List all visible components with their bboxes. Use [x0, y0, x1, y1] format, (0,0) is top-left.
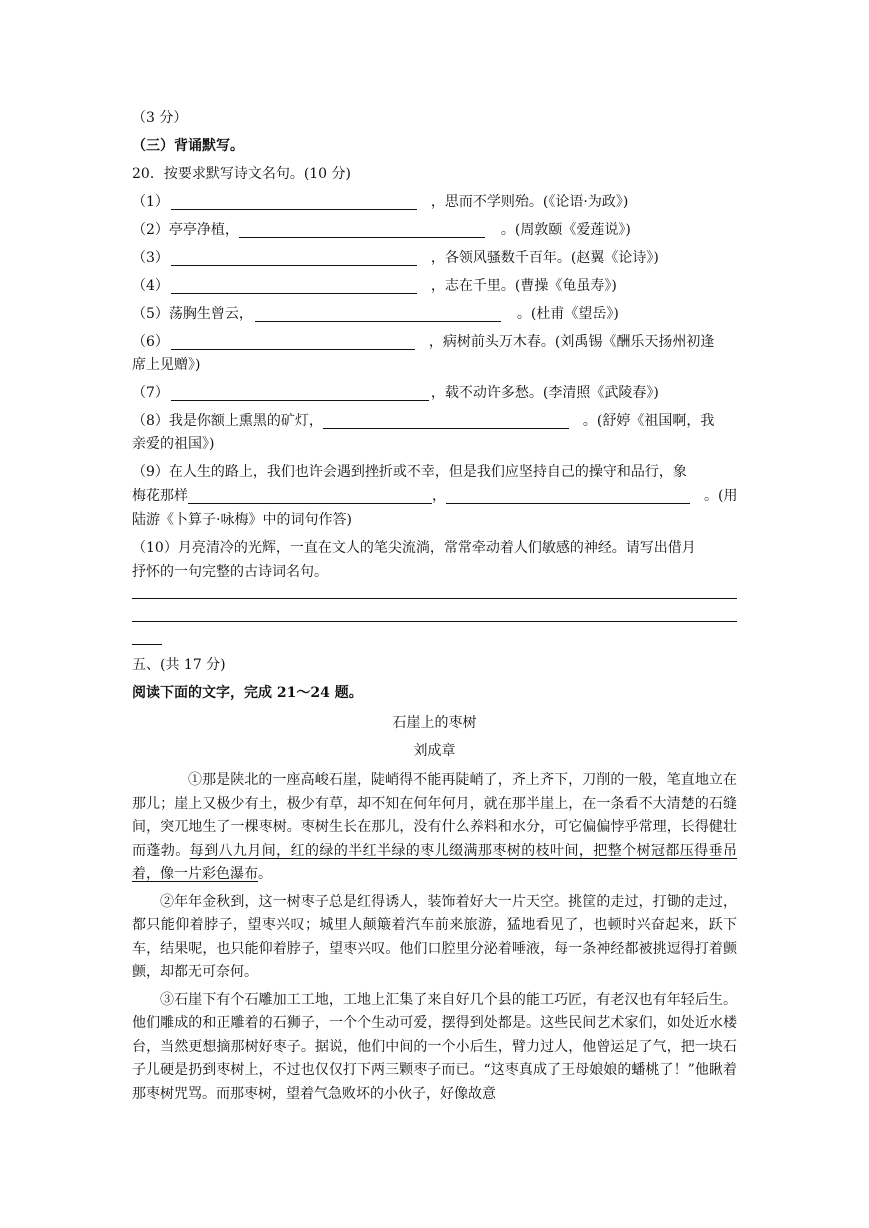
section-5-title: 五、(共 17 分) [132, 657, 226, 673]
item-text: 。(舒婷《祖国啊，我 [582, 413, 715, 429]
dictation-item-8-cont: 亲爱的祖国》) [132, 436, 215, 452]
item-text: 。(周敦颐《爱莲说》) [500, 222, 631, 238]
paragraph-text: 地立在那儿；崖上又极少有土，极少有草，却不知在何年何月，就在那半崖上，在一条看不大清楚的石缝间，突兀地生了一棵枣树。枣树生长在那儿，没有什么养料和水分，可它偏偏悖乎常理，长得健壮而蓬勃。 [132, 772, 738, 859]
item-text: ，志在千里。(曹操《龟虽寿》) [430, 278, 617, 294]
dictation-item-7 [132, 379, 737, 407]
answer-blank[interactable] [171, 247, 417, 266]
item-number: （1） [132, 194, 169, 210]
dictation-item-6 [132, 328, 737, 356]
item-text: ，病树前头万木春。(刘禹锡《酬乐天扬州初逢 [428, 334, 715, 350]
item-text: ， [432, 488, 446, 504]
section-title: （三）背诵默写。 [132, 138, 244, 154]
dictation-item-1 [132, 188, 737, 216]
item-text: 。(杜甫《望岳》) [516, 306, 619, 322]
dictation-item-2 [132, 216, 737, 244]
answer-blank[interactable] [446, 485, 690, 504]
dictation-item-10: （10）月亮清冷的光辉，一直在文人的笔尖流淌，常常牵动着人们敏感的神经。请写出借月 [132, 540, 696, 556]
item-number: （7） [132, 385, 169, 401]
dictation-item-3 [132, 244, 737, 272]
item-text: 梅花那样 [132, 488, 188, 504]
article-author: 刘成章 [413, 743, 456, 759]
answer-blank[interactable] [171, 331, 415, 350]
answer-blank[interactable] [239, 219, 485, 238]
paragraph-text: 。 [258, 866, 272, 882]
item-text: （2）亭亭净植， [132, 222, 239, 238]
score-note: （3 分） [132, 110, 188, 126]
item-text: ，载不动许多愁。(李清照《武陵春》) [430, 385, 659, 401]
answer-blank[interactable] [171, 275, 417, 294]
page-content [132, 104, 737, 1110]
answer-line[interactable] [132, 598, 737, 599]
dictation-item-4 [132, 272, 737, 300]
item-text: 。(用 [704, 488, 738, 504]
article-title: 石崖上的枣树 [392, 715, 477, 731]
reading-instruction: 阅读下面的文字，完成 21～24 题。 [132, 685, 363, 701]
answer-blank[interactable] [323, 410, 569, 429]
item-text: ，思而不学则殆。(《论语·为政》) [430, 194, 629, 210]
answer-blank[interactable] [171, 191, 417, 210]
article-paragraph-2: ②年年金秋到，这一树枣子总是红得诱人，装饰着好大一片天空。挑筐的走过，打锄的走过，都只能仰着脖子，望枣兴叹；城里人颠簸着汽车前来旅游，猛地看见了，也顿时兴奋起来，跃下车，结果呢，也只能仰着脖子，望枣兴叹。他们口腔里分泌着唾液，每一条神经都被挑逗得打着颤颤，却都无可奈何。 [132, 893, 737, 980]
answer-blank[interactable] [188, 485, 432, 504]
underlined-sentence: 每到八九月间，红的绿的半红半绿的枣儿缀满那枣树的枝叶间，把整个树冠都压得垂吊着，像一片彩色瀑布 [132, 842, 738, 882]
article-paragraph-1 [132, 769, 737, 887]
dictation-item-8 [132, 407, 737, 435]
answer-line[interactable] [132, 644, 162, 645]
item-number: （3） [132, 250, 169, 266]
dictation-item-5 [132, 300, 737, 328]
dictation-item-9: （9）在人生的路上，我们也许会遇到挫折或不幸，但是我们应坚持自己的操守和品行，象 [132, 464, 687, 480]
dictation-item-6-cont: 席上见赠》) [132, 357, 201, 373]
article-paragraph-3: ③石崖下有个石雕加工工地，工地上汇集了来自好几个县的能工巧匠，有老汉也有年轻后生。他们雕成的和正雕着的石狮子，一个个生动可爱，摆得到处都是。这些民间艺术家们，如处近水楼台，当然更想摘那树好枣子。据说，他们中间的一个小后生，臂力过人，他曾运足了气，把一块石子儿硬是扔到枣树上，不过也仅仅打下两三颗枣子而已。“这枣真成了王母娘娘的蟠桃了！”他瞅着那枣树咒骂。而那枣树，望着气急败坏的小伙子，好像故意 [132, 991, 737, 1102]
item-text: （5）荡胸生曾云， [132, 306, 253, 322]
dictation-item-9-line3: 陆游《卜算子·咏梅》中的词句作答) [132, 512, 352, 528]
paragraph-text: ①那是陕北的一座高峻石崖，陡峭得不能再陡峭了，齐上齐下，刀削的一般，笔直 [188, 772, 695, 788]
answer-blank[interactable] [255, 303, 501, 322]
item-number: （4） [132, 278, 169, 294]
item-text: （8）我是你额上熏黑的矿灯， [132, 413, 323, 429]
question-20-title: 20．按要求默写诗文名句。(10 分) [132, 166, 352, 182]
answer-blank[interactable] [171, 382, 429, 401]
answer-line[interactable] [132, 621, 737, 622]
dictation-item-10-line2: 抒怀的一句完整的古诗词名句。 [132, 564, 328, 580]
item-text: ，各领风骚数千百年。(赵翼《论诗》) [430, 250, 659, 266]
item-number: （6） [132, 334, 169, 350]
